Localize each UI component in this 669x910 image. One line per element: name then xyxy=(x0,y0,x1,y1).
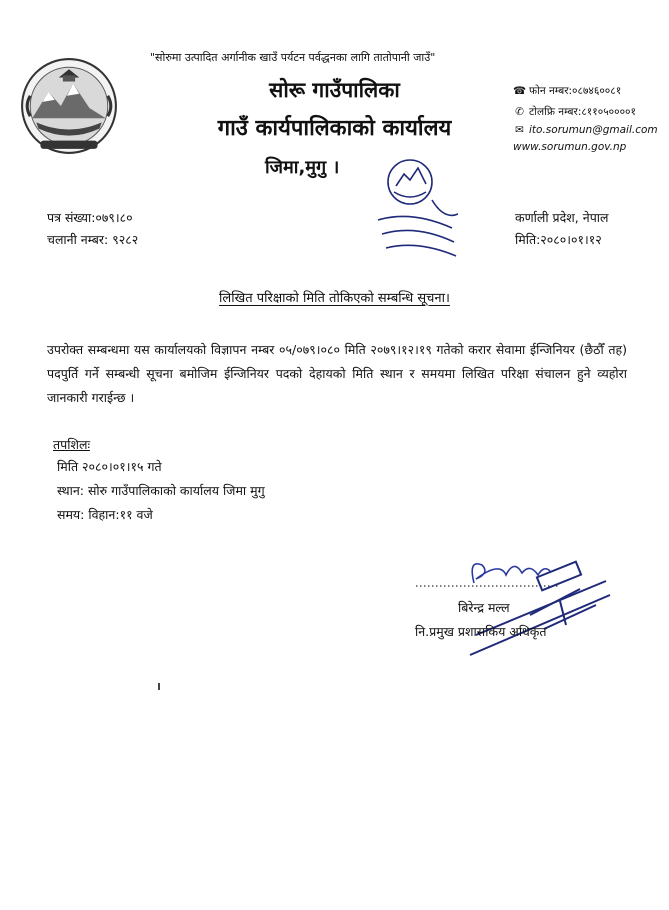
province: कर्णाली प्रदेश, नेपाल xyxy=(515,210,609,225)
dispatch-number: चलानी नम्बर: ९२८२ xyxy=(47,232,139,247)
signature-stamp xyxy=(410,555,620,660)
letter-date: मिति:२०८०।०१।१२ xyxy=(515,232,602,247)
signatory-title: नि.प्रमुख प्रशासकिय अधिकृत xyxy=(415,624,547,639)
office-name: गाउँ कार्यपालिकाको कार्यालय xyxy=(217,116,452,141)
exam-venue: स्थान: सोरु गाउँपालिकाको कार्यालय जिमा मुगु xyxy=(57,483,265,498)
contact-phone: ☎ फोन नम्बर:०८७४६००८१ xyxy=(513,85,622,97)
exam-date: मिति २०८०।०१।१५ गते xyxy=(57,459,162,474)
handset-icon: ✆ xyxy=(515,106,524,118)
notice-subject: लिखित परिक्षाको मिति तोकिएको सम्बन्धि सूचना। xyxy=(219,291,450,306)
municipality-name: सोरू गाउँपालिका xyxy=(269,78,400,102)
signatory-name: बिरेन्द्र मल्ल xyxy=(458,600,510,615)
scan-mark xyxy=(158,683,160,690)
office-location: जिमा,मुगु । xyxy=(265,157,340,178)
slogan: "सोरुमा उत्पादित अर्गानीक खाउँ पर्यटन पर्वद्धनका लागि तातोपानी जाउँ" xyxy=(150,51,436,64)
contact-website[interactable]: www.sorumun.gov.np xyxy=(513,141,627,153)
contact-email[interactable]: ✉ ito.sorumun@gmail.com xyxy=(513,124,658,136)
reference-number: पत्र संख्या:०७९।८० xyxy=(47,210,133,225)
notice-body: उपरोक्त सम्बन्धमा यस कार्यालयको विज्ञापन नम्बर ०५/०७९।०८० मिति २०७९।१२।१९ गतेको करार सेवामा ईन्जिनियर (छैठौँ तह) पदपुर्ति गर्ने सम्बन्धी सूचना बमोजिम ईन्जिनियर पदको देहायको मिति स्थान र समयमा लिखित परिक्षा संचालन हुने व्यहोरा जानकारी गराईन्छ । xyxy=(47,342,627,405)
details-heading: तपशिलः xyxy=(53,437,90,452)
office-stamp-seal xyxy=(372,150,472,270)
envelope-icon: ✉ xyxy=(515,124,524,136)
exam-time: समय: विहान:११ वजे xyxy=(57,507,153,522)
phone-icon: ☎ xyxy=(513,85,527,97)
contact-fax: ✆ टोलफ्रि नम्बर:८११०५००००१ xyxy=(513,105,636,119)
